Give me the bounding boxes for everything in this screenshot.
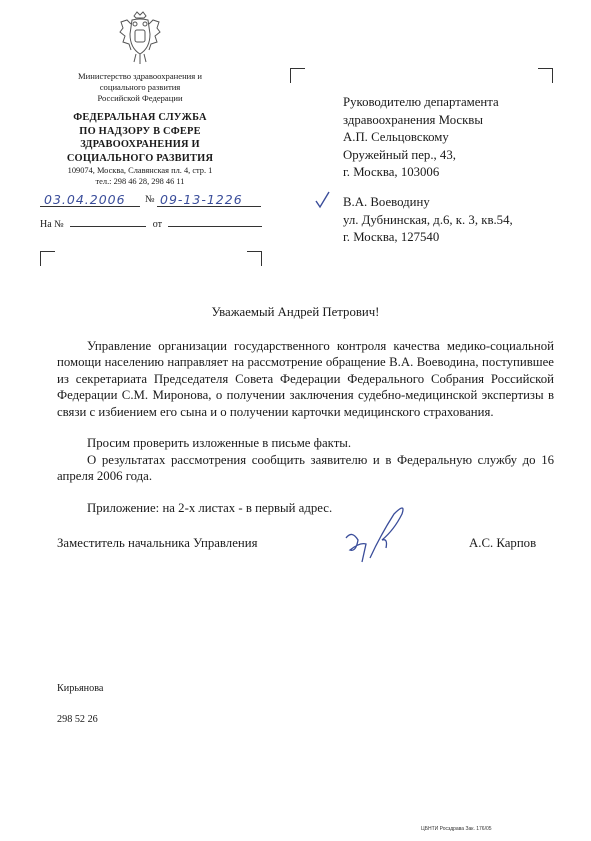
recipient-line: ул. Дубнинская, д.6, к. 3, кв.54,: [343, 212, 513, 227]
reg-date: 03.04.2006: [44, 192, 126, 207]
ministry-line: социального развития: [99, 82, 181, 92]
signer-position: Заместитель начальника Управления: [57, 536, 258, 550]
attachment-note: Приложение: на 2-х листах - в первый адрес.: [87, 501, 333, 515]
reg-no-label: №: [145, 194, 155, 205]
agency-address: [56, 165, 224, 187]
agency-line: СОЦИАЛЬНОГО РАЗВИТИЯ: [66, 152, 214, 164]
reg-number: 09-13-1226: [160, 192, 243, 207]
handwritten-signature: [336, 500, 426, 568]
paragraph-deadline: О результатах рассмотрения сообщить заявителю и в Федеральную службу до 16 апреля 2006 года.: [57, 453, 554, 484]
corner-bracket-top-left: [40, 251, 55, 266]
recipient-line: Оружейный пер., 43,: [343, 147, 456, 162]
ministry-name: [56, 71, 224, 104]
russian-coat-of-arms-icon: [117, 10, 163, 68]
executor-phone: 298 52 26: [57, 714, 98, 725]
recipient-secondary: [343, 194, 513, 247]
checkmark-icon: [314, 190, 332, 210]
greeting: Уважаемый Андрей Петрович!: [211, 305, 380, 319]
agency-line: ЗДРАВООХРАНЕНИЯ И: [80, 139, 200, 150]
on-no-label: На №: [40, 219, 64, 230]
paragraph-request: Просим проверить изложенные в письме факты.: [87, 436, 352, 450]
address-line: тел.: 298 46 28, 298 46 11: [95, 177, 185, 186]
recipient-primary: [343, 94, 499, 182]
recipient-line: г. Москва, 127540: [343, 230, 440, 245]
recipient-line: Руководителю департамента: [343, 95, 499, 109]
executor-name: Кирьянова: [57, 683, 104, 694]
corner-bracket-top-left: [290, 68, 305, 83]
on-no-blank: [70, 226, 146, 227]
paragraph-main: Управление организации государственного контроля качества медико-социальной помощи населению направляет на рассмотрение обращение В.А. Воеводина, поступившее из секретариата Председателя Совета Федерации Федерального Собрания Российской Федерации С.М. Миронова, о получении заключения судебно-медицинской экспертизы в связи с избиением его сына и о получении карточки медицинского страхования.: [57, 339, 554, 419]
recipient-line: здравоохранения Москвы: [343, 112, 483, 127]
agency-line: ФЕДЕРАЛЬНАЯ СЛУЖБА: [73, 112, 207, 123]
recipient-line: г. Москва, 103006: [343, 165, 440, 180]
corner-bracket-top-right: [538, 68, 553, 83]
from-blank: [168, 226, 262, 227]
corner-bracket-top-right: [247, 251, 262, 266]
in-reply-line: [40, 219, 262, 230]
print-mark: ЦБНТИ Росздрава Зак. 176/05: [421, 826, 492, 832]
agency-line: ПО НАДЗОРУ В СФЕРЕ: [79, 125, 201, 137]
signer-name: А.С. Карпов: [469, 536, 537, 550]
recipient-line: В.А. Воеводину: [343, 195, 430, 209]
recipient-line: А.П. Сельцовскому: [343, 130, 449, 145]
address-line: 109074, Москва, Славянская пл. 4, стр. 1: [67, 166, 213, 175]
ministry-line: Министерство здравоохранения и: [78, 71, 202, 81]
agency-name: [56, 111, 224, 165]
ministry-line: Российской Федерации: [97, 93, 183, 103]
from-label: от: [152, 219, 162, 230]
